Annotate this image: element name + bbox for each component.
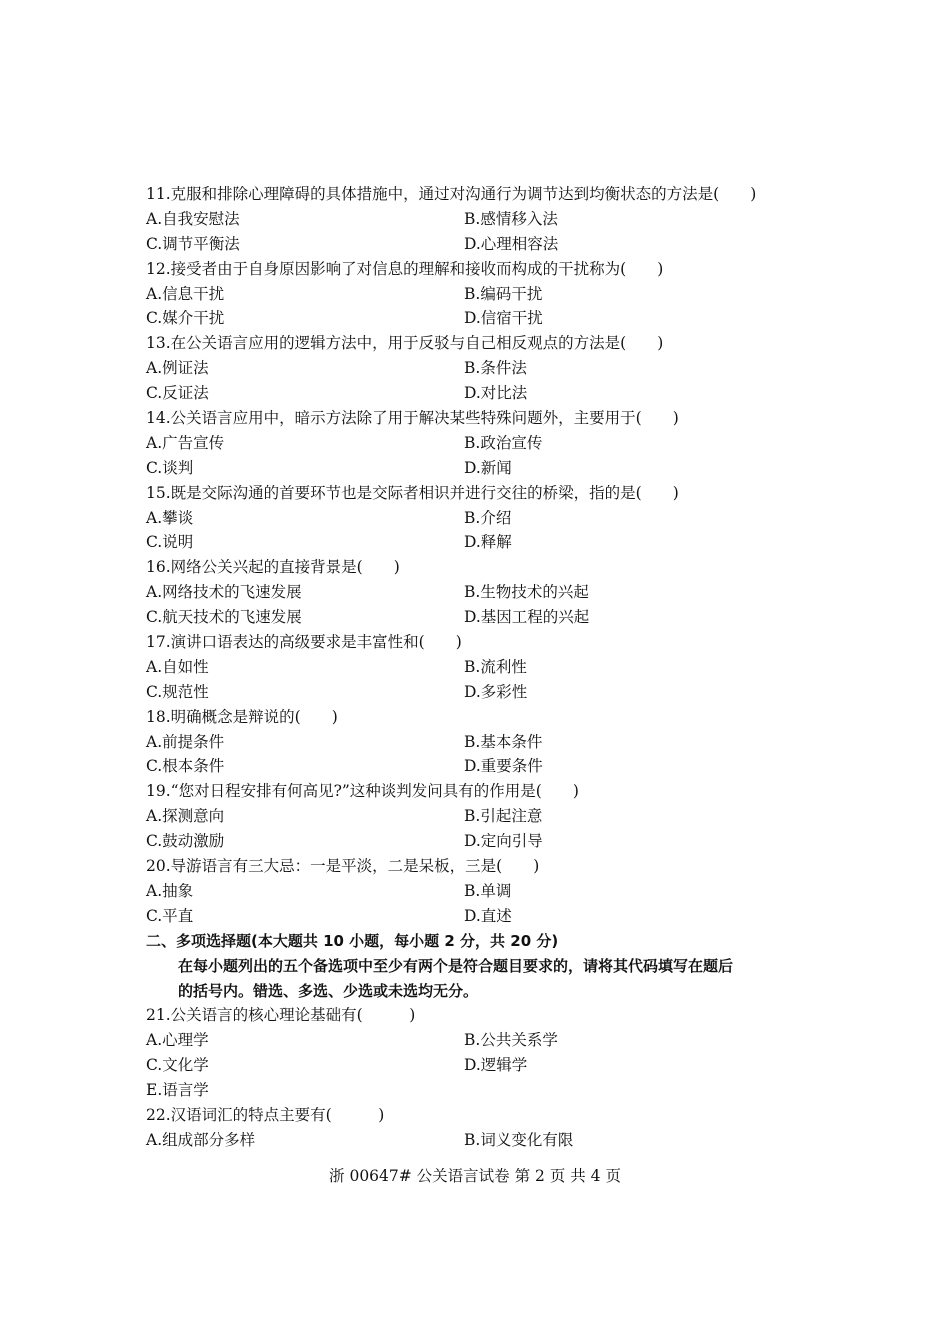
option: A.例证法 bbox=[146, 359, 209, 378]
question-stem: 20.导游语言有三大忌：一是平淡，二是呆板，三是( ) bbox=[146, 857, 540, 876]
options-row bbox=[146, 530, 816, 555]
question-stem: 19.“您对日程安排有何高见?”这种谈判发问具有的作用是( ) bbox=[146, 782, 579, 801]
option: C.文化学 bbox=[146, 1056, 209, 1075]
option: D.重要条件 bbox=[464, 757, 543, 776]
option: A.心理学 bbox=[146, 1031, 209, 1050]
options-row bbox=[146, 282, 816, 307]
option: C.航天技术的飞速发展 bbox=[146, 608, 302, 627]
option: B.词义变化有限 bbox=[464, 1130, 574, 1149]
option: A.自如性 bbox=[146, 657, 209, 676]
option: A.探测意向 bbox=[146, 807, 225, 826]
option: B.单调 bbox=[464, 881, 512, 900]
question-stem: 17.演讲口语表达的高级要求是丰富性和( ) bbox=[146, 633, 462, 652]
option: B.感情移入法 bbox=[464, 209, 558, 228]
options-row bbox=[146, 431, 816, 456]
question-stem: 21.公关语言的核心理论基础有( ) bbox=[146, 1006, 416, 1025]
options-row bbox=[146, 1128, 816, 1153]
question-stem: 16.网络公关兴起的直接背景是( ) bbox=[146, 558, 400, 577]
options-row bbox=[146, 456, 816, 481]
option: C.规范性 bbox=[146, 682, 209, 701]
option: D.新闻 bbox=[464, 458, 512, 477]
options-row bbox=[146, 804, 816, 829]
option: E.语言学 bbox=[146, 1081, 209, 1100]
question-stem: 18.明确概念是辩说的( ) bbox=[146, 707, 338, 726]
question-stem: 13.在公关语言应用的逻辑方法中，用于反驳与自己相反观点的方法是( ) bbox=[146, 334, 664, 353]
option: D.逻辑学 bbox=[464, 1056, 528, 1075]
option: B.政治宣传 bbox=[464, 433, 543, 452]
options-row bbox=[146, 506, 816, 531]
options-row bbox=[146, 680, 816, 705]
option: A.抽象 bbox=[146, 881, 194, 900]
exam-page bbox=[146, 182, 816, 1153]
question-stem: 15.既是交际沟通的首要环节也是交际者相识并进行交往的桥梁，指的是( ) bbox=[146, 483, 679, 502]
option: A.网络技术的飞速发展 bbox=[146, 583, 302, 602]
option: D.信宿干扰 bbox=[464, 309, 543, 328]
option: B.编码干扰 bbox=[464, 284, 543, 303]
options-row bbox=[146, 580, 816, 605]
option: D.心理相容法 bbox=[464, 234, 559, 253]
option: C.反证法 bbox=[146, 384, 209, 403]
options-row bbox=[146, 879, 816, 904]
question-stem: 11.克服和排除心理障碍的具体措施中，通过对沟通行为调节达到均衡状态的方法是( ) bbox=[146, 185, 757, 203]
options-row bbox=[146, 381, 816, 406]
option: C.说明 bbox=[146, 533, 194, 552]
option: B.介绍 bbox=[464, 508, 512, 527]
option: A.广告宣传 bbox=[146, 433, 225, 452]
options-row bbox=[146, 730, 816, 755]
page-footer: 浙 00647# 公关语言试卷 第 2 页 共 4 页 bbox=[329, 1167, 621, 1185]
option: B.基本条件 bbox=[464, 732, 543, 751]
option: C.媒介干扰 bbox=[146, 309, 225, 328]
section-instruction: 在每小题列出的五个备选项中至少有两个是符合题目要求的，请将其代码填写在题后 bbox=[178, 956, 734, 975]
option: B.引起注意 bbox=[464, 807, 543, 826]
option: D.基因工程的兴起 bbox=[464, 608, 590, 627]
options-row bbox=[146, 306, 816, 331]
options-row bbox=[146, 754, 816, 779]
option: A.组成部分多样 bbox=[146, 1130, 256, 1149]
option: D.对比法 bbox=[464, 384, 528, 403]
question-stem: 12.接受者由于自身原因影响了对信息的理解和接收而构成的干扰称为( ) bbox=[146, 259, 664, 278]
option: C.谈判 bbox=[146, 458, 194, 477]
options-row bbox=[146, 904, 816, 929]
option: C.根本条件 bbox=[146, 757, 225, 776]
options-row bbox=[146, 232, 816, 257]
options-row bbox=[146, 356, 816, 381]
option: A.自我安慰法 bbox=[146, 209, 240, 228]
option: C.调节平衡法 bbox=[146, 234, 240, 253]
option: D.释解 bbox=[464, 533, 512, 552]
options-row bbox=[146, 1028, 816, 1053]
options-row bbox=[146, 655, 816, 680]
question-stem: 14.公关语言应用中，暗示方法除了用于解决某些特殊问题外，主要用于( ) bbox=[146, 409, 679, 428]
option: B.公共关系学 bbox=[464, 1031, 558, 1050]
option: D.定向引导 bbox=[464, 832, 543, 851]
options-row bbox=[146, 829, 816, 854]
option: C.鼓动激励 bbox=[146, 832, 225, 851]
options-row bbox=[146, 1053, 816, 1078]
options-row bbox=[146, 605, 816, 630]
option: B.流利性 bbox=[464, 657, 527, 676]
option: D.多彩性 bbox=[464, 682, 528, 701]
option: B.条件法 bbox=[464, 359, 527, 378]
option: B.生物技术的兴起 bbox=[464, 583, 589, 602]
section-title: 二、多项选择题(本大题共 10 小题，每小题 2 分，共 20 分) bbox=[146, 931, 559, 950]
option: A.攀谈 bbox=[146, 508, 194, 527]
option: C.平直 bbox=[146, 906, 194, 925]
option: D.直述 bbox=[464, 906, 512, 925]
question-stem: 22.汉语词汇的特点主要有( ) bbox=[146, 1105, 385, 1124]
option: A.前提条件 bbox=[146, 732, 225, 751]
options-row bbox=[146, 207, 816, 232]
option: A.信息干扰 bbox=[146, 284, 225, 303]
section-instruction: 的括号内。错选、多选、少选或未选均无分。 bbox=[178, 981, 479, 1000]
